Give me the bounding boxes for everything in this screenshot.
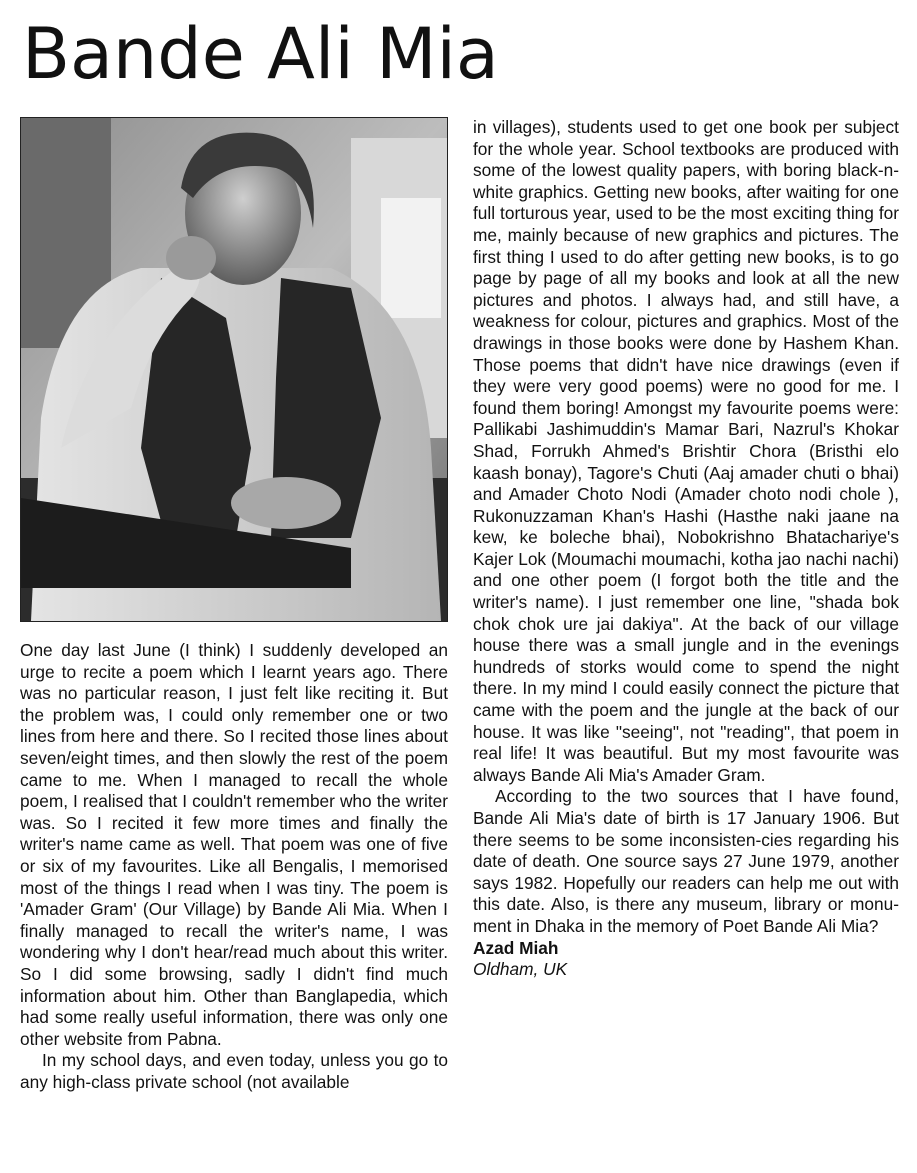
paragraph-intro: One day last June (I think) I suddenly developed an urge to recite a poem which I learnt years ago. There was no particular reason, I just felt like reciting it. But the problem was, I could only remember one or two lines from here and there. So I recited those lines about seven/eight times, and then slowly the rest of the poem came to me. When I managed to recall the whole poem, I realised that I couldn't remember who the writer was. So I recited it few more times and finally the writer's name came as well. That poem was one of five or six of my favourites. Like all Bengalis, I memorised most of the things I read when I was tiny. The poem is 'Amader Gram' (Our Village) by Bande Ali Mia. When I finally managed to recall the writer's name, I was wondering why I don't hear/read much about this writer. So I did some browsing, sadly I didn't find much information about him. Other than Banglapedia, which had some really useful information, there was only one other website from Pabna. [20,640,448,1049]
article-column-left [20,640,448,1093]
portrait-photo [20,117,448,622]
author-location: Oldham, UK [473,959,568,980]
paragraph-dates: According to the two sources that I have found, Bande Ali Mia's date of birth is 17 January 1906. But there seems to be some inconsisten-cies regarding his date of death. One source says 27 June 1979, another says 1982. Hopefully our readers can help me out with this date. Also, is there any museum, library or monu-ment in Dhaka in the memory of Poet Bande Ali Mia? [473,786,899,936]
article-title: Bande Ali Mia [22,13,499,95]
paragraph-school-days: In my school days, and even today, unless you go to any high-class private school (not available [20,1050,448,1092]
paragraph-favourite-poems: in villages), students used to get one book per subject for the whole year. School textbooks are produced with some of the lowest quality papers, with boring black-n-white graphics. Getting new books, after waiting for one full torturous year, used to be the most exciting thing for me, mainly because of new graphics and pictures. The first thing I used to do after getting new books, is to go page by page of all my books and look at all the new pictures and photos. I always had, and still have, a weakness for colour, pictures and graphics. Most of the drawings in those books were done by Hashem Khan. Those poems that didn't have nice drawings (even if they were very good poems) were no good for me. I found them boring! Amongst my favourite poems were: Pallikabi Jashimuddin's Mamar Bari, Nazrul's Khokar Shad, Forrukh Ahmed's Brishtir Chora (Bristhi elo kaash bonay), Tagore's Chuti (Aaj amader chuti o bhai) and Amader Choto Nodi (Amader choto nodi chole ), Rukonuzzaman Khan's Hashi (Hasthe naki jaane na kew, ke boleche bhai), Nobokrishno Bhatachariye's Kajer Lok (Moumachi moumachi, kotha jao nachi nachi) and one other poem (I forgot both the title and the writer's name). I just remember one line, "shada bok chok chok ure jai dakiya". At the back of our village house there was a small jungle and in the evenings hundreds of storks would come to spend the night there. In my mind I could easily connect the picture that came with the poem and the jungle at the back of our house. It was like "seeing", not "reading", that poem in real life! It was beautiful. But my most favourite was always Bande Ali Mia's Amader Gram. [473,117,899,785]
article-column-right [473,117,899,981]
author-name: Azad Miah [473,937,559,958]
portrait-illustration [21,118,447,621]
